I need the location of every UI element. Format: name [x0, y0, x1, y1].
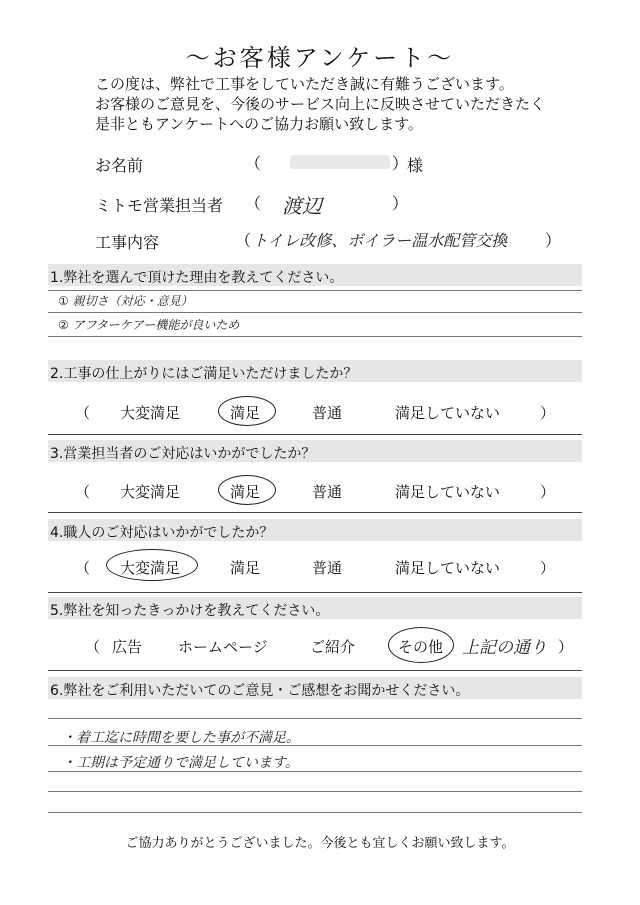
- q2-option-2: 満足: [230, 404, 261, 422]
- intro-line-1: この度は、弊社で工事をしていただき誠に有難うございます。: [95, 75, 514, 93]
- q3-paren-open: （: [75, 483, 91, 501]
- intro-line-3: 是非ともアンケートへのご協力お願い致します。: [95, 115, 423, 133]
- staff-value: 渡辺: [282, 194, 322, 218]
- q3-option-4: 満足していない: [395, 483, 501, 501]
- q2-title: 2.工事の仕上がりにはご満足いただけましたか？: [50, 366, 358, 382]
- q5-other-text: 上記の通り: [462, 638, 547, 658]
- staff-paren-open: （: [245, 194, 262, 213]
- q5-paren-open: （: [85, 638, 101, 656]
- q5-option-2: ホームページ: [178, 638, 268, 656]
- q4-rule: [48, 592, 582, 593]
- q5-option-3: ご紹介: [310, 638, 356, 656]
- q6-rule-4: [48, 791, 582, 792]
- q2-option-4: 満足していない: [395, 404, 501, 422]
- q3-paren-close: ）: [540, 483, 556, 501]
- q1-rule-3: [48, 336, 582, 337]
- q4-option-1: 大変満足: [120, 559, 181, 577]
- q6-answer-2: ・工期は予定通りで満足しています。: [62, 755, 299, 771]
- q2-selected-circle: [218, 396, 276, 426]
- q6-title: 6.弊社をご利用いただいてのご意見・ご感想をお聞かせください。: [50, 683, 470, 699]
- q5-paren-close: ）: [558, 638, 574, 656]
- q2-option-3: 普通: [312, 404, 343, 422]
- q5-rule: [48, 670, 582, 671]
- q1-rule-1: [48, 290, 582, 291]
- q5-option-4: その他: [398, 638, 444, 656]
- footer-thanks: ご協力ありがとうございました。今後とも宜しくお願い致します。: [125, 836, 515, 851]
- work-paren-open: （: [235, 231, 252, 250]
- name-paren-open: （: [245, 154, 262, 173]
- q2-option-1: 大変満足: [120, 404, 181, 422]
- staff-paren-close: ）: [392, 194, 409, 213]
- q4-option-4: 満足していない: [395, 559, 501, 577]
- q3-option-3: 普通: [312, 483, 343, 501]
- q4-title: 4.職人のご対応はいかがでしたか？: [50, 525, 274, 541]
- intro-line-2: お客様のご意見を、今後のサービス向上に反映させていただきたく: [95, 95, 546, 113]
- q3-option-1: 大変満足: [120, 483, 181, 501]
- q1-answer-2: ② アフターケアー機能が良いため: [58, 318, 240, 332]
- q6-rule-2: [48, 745, 582, 746]
- name-redacted: [290, 155, 390, 169]
- name-suffix: 様: [407, 156, 424, 175]
- q3-option-2: 満足: [230, 483, 261, 501]
- q6-rule-3: [48, 771, 582, 772]
- work-value: トイレ改修、ボイラー温水配管交換: [252, 231, 508, 250]
- q3-rule: [48, 512, 582, 513]
- q1-rule-2: [48, 312, 582, 313]
- q5-selected-circle: [388, 627, 454, 663]
- staff-label: ミトモ営業担当者: [95, 196, 224, 215]
- q4-selected-circle: [106, 549, 198, 581]
- q6-rule-1: [48, 718, 582, 719]
- name-paren-close: ）: [392, 154, 409, 173]
- q5-option-1: 広告: [112, 638, 143, 656]
- q1-title: 1.弊社を選んで頂けた理由を教えてください。: [50, 270, 344, 286]
- q3-title: 3.営業担当者のご対応はいかがでしたか？: [50, 446, 316, 462]
- q1-answer-1: ① 親切さ（対応・意見）: [58, 294, 193, 308]
- q4-paren-open: （: [75, 559, 91, 577]
- q4-paren-close: ）: [540, 559, 556, 577]
- q4-option-2: 満足: [230, 559, 261, 577]
- survey-title: ～お客様アンケート～: [185, 44, 455, 72]
- q6-answer-1: ・着工迄に時間を要した事が不満足。: [62, 730, 300, 746]
- work-paren-close: ）: [545, 231, 562, 250]
- work-label: 工事内容: [95, 233, 160, 252]
- q2-rule: [48, 434, 582, 435]
- q3-selected-circle: [218, 475, 276, 505]
- q2-paren-open: （: [75, 404, 91, 422]
- q6-rule-5: [48, 812, 582, 813]
- name-label: お名前: [95, 156, 144, 175]
- q5-title: 5.弊社を知ったきっかけを教えてください。: [50, 603, 330, 619]
- q4-option-3: 普通: [312, 559, 343, 577]
- q2-paren-close: ）: [540, 404, 556, 422]
